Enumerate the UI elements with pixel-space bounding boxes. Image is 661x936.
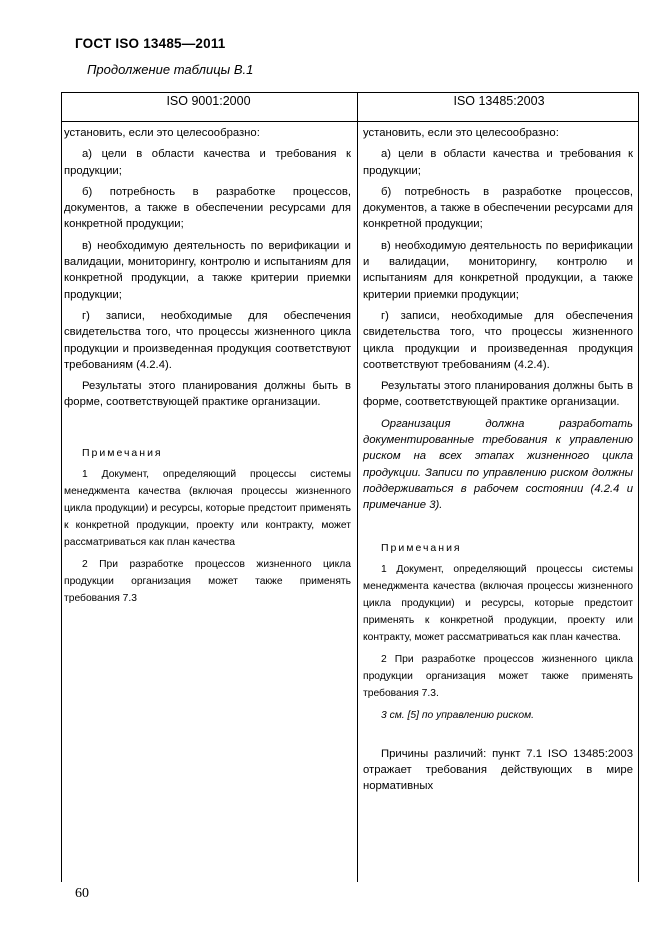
- page-number: 60: [75, 886, 89, 901]
- note: 2 При разработке процессов жизненного цикла продукции организация может также применять требования 7.3: [64, 559, 351, 605]
- table-header-row: [62, 93, 638, 122]
- column-header-iso9001: ISO 9001:2000: [166, 94, 251, 108]
- list-item: в) необходимую деятельность по верификации и валидации, мониторингу, контролю и испытаниям для конкретной продукции, а также критерии приемки продукции;: [64, 239, 351, 301]
- note: 1 Документ, определяющий процессы системы менеджмента качества (включая процессы жизненного цикла продукции) и ресурсы, которые предстоит применять к конкретной продукции, проекту или контракту, может рассматриваться как план качества.: [363, 563, 633, 643]
- paragraph: установить, если это целесообразно:: [363, 127, 559, 139]
- note-italic: 3 см. [5] по управлению риском.: [381, 709, 535, 721]
- list-item: в) необходимую деятельность по верификации и валидации, мониторингу, контролю и испытаниям для конкретной продукции, а также критерии приемки продукции;: [363, 239, 633, 301]
- column-header-iso13485: ISO 13485:2003: [453, 94, 545, 108]
- list-item: б) потребность в разработке процессов, документов, а также в обеспечении ресурсами для конкретной продукции;: [64, 185, 351, 231]
- paragraph: Причины различий: пункт 7.1 ISO 13485:2003 отражает требования действующих в мире нормативных: [363, 747, 633, 793]
- note: 1 Документ, определяющий процессы системы менеджмента качества (включая процессы жизненного цикла продукции) и ресурсы, которые предстоит применять к конкретной продукции, проекту или контракту, может рассматриваться как план качества: [64, 469, 351, 549]
- paragraph-italic: Организация должна разработать документированные требования к управлению риском на всех этапах жизненного цикла продукции. Записи по управлению риском должны поддерживаться в рабочем состоянии (4.2.4 и примечание 3).: [363, 417, 633, 512]
- list-item: б) потребность в разработке процессов, документов, а также в обеспечении ресурсами для конкретной продукции;: [363, 185, 633, 231]
- column-iso9001: [64, 125, 351, 612]
- list-item: г) записи, необходимые для обеспечения свидетельства того, что процессы жизненного цикла продукции и произведенная продукция соответствуют требованиям (4.2.4).: [363, 309, 633, 371]
- notes-title: Примечания: [381, 541, 462, 554]
- list-item: а) цели в области качества и требования к продукции;: [363, 148, 633, 177]
- paragraph: Результаты этого планирования должны быть в форме, соответствующей практике организации.: [363, 380, 633, 409]
- column-divider: [357, 93, 358, 882]
- column-iso13485: [363, 125, 633, 800]
- note: 2 При разработке процессов жизненного цикла продукции организация может также применять требования 7.3.: [363, 653, 633, 699]
- document-header: ГОСТ ISO 13485—2011: [75, 36, 226, 51]
- table-continuation-caption: Продолжение таблицы В.1: [87, 62, 254, 77]
- list-item: г) записи, необходимые для обеспечения свидетельства того, что процессы жизненного цикла продукции и произведенная продукция соответствуют требованиям (4.2.4).: [64, 309, 351, 371]
- notes-title: Примечания: [82, 446, 163, 459]
- paragraph: установить, если это целесообразно:: [64, 127, 260, 139]
- paragraph: Результаты этого планирования должны быть в форме, соответствующей практике организации.: [64, 380, 351, 409]
- list-item: а) цели в области качества и требования к продукции;: [64, 148, 351, 177]
- comparison-table: [61, 92, 639, 882]
